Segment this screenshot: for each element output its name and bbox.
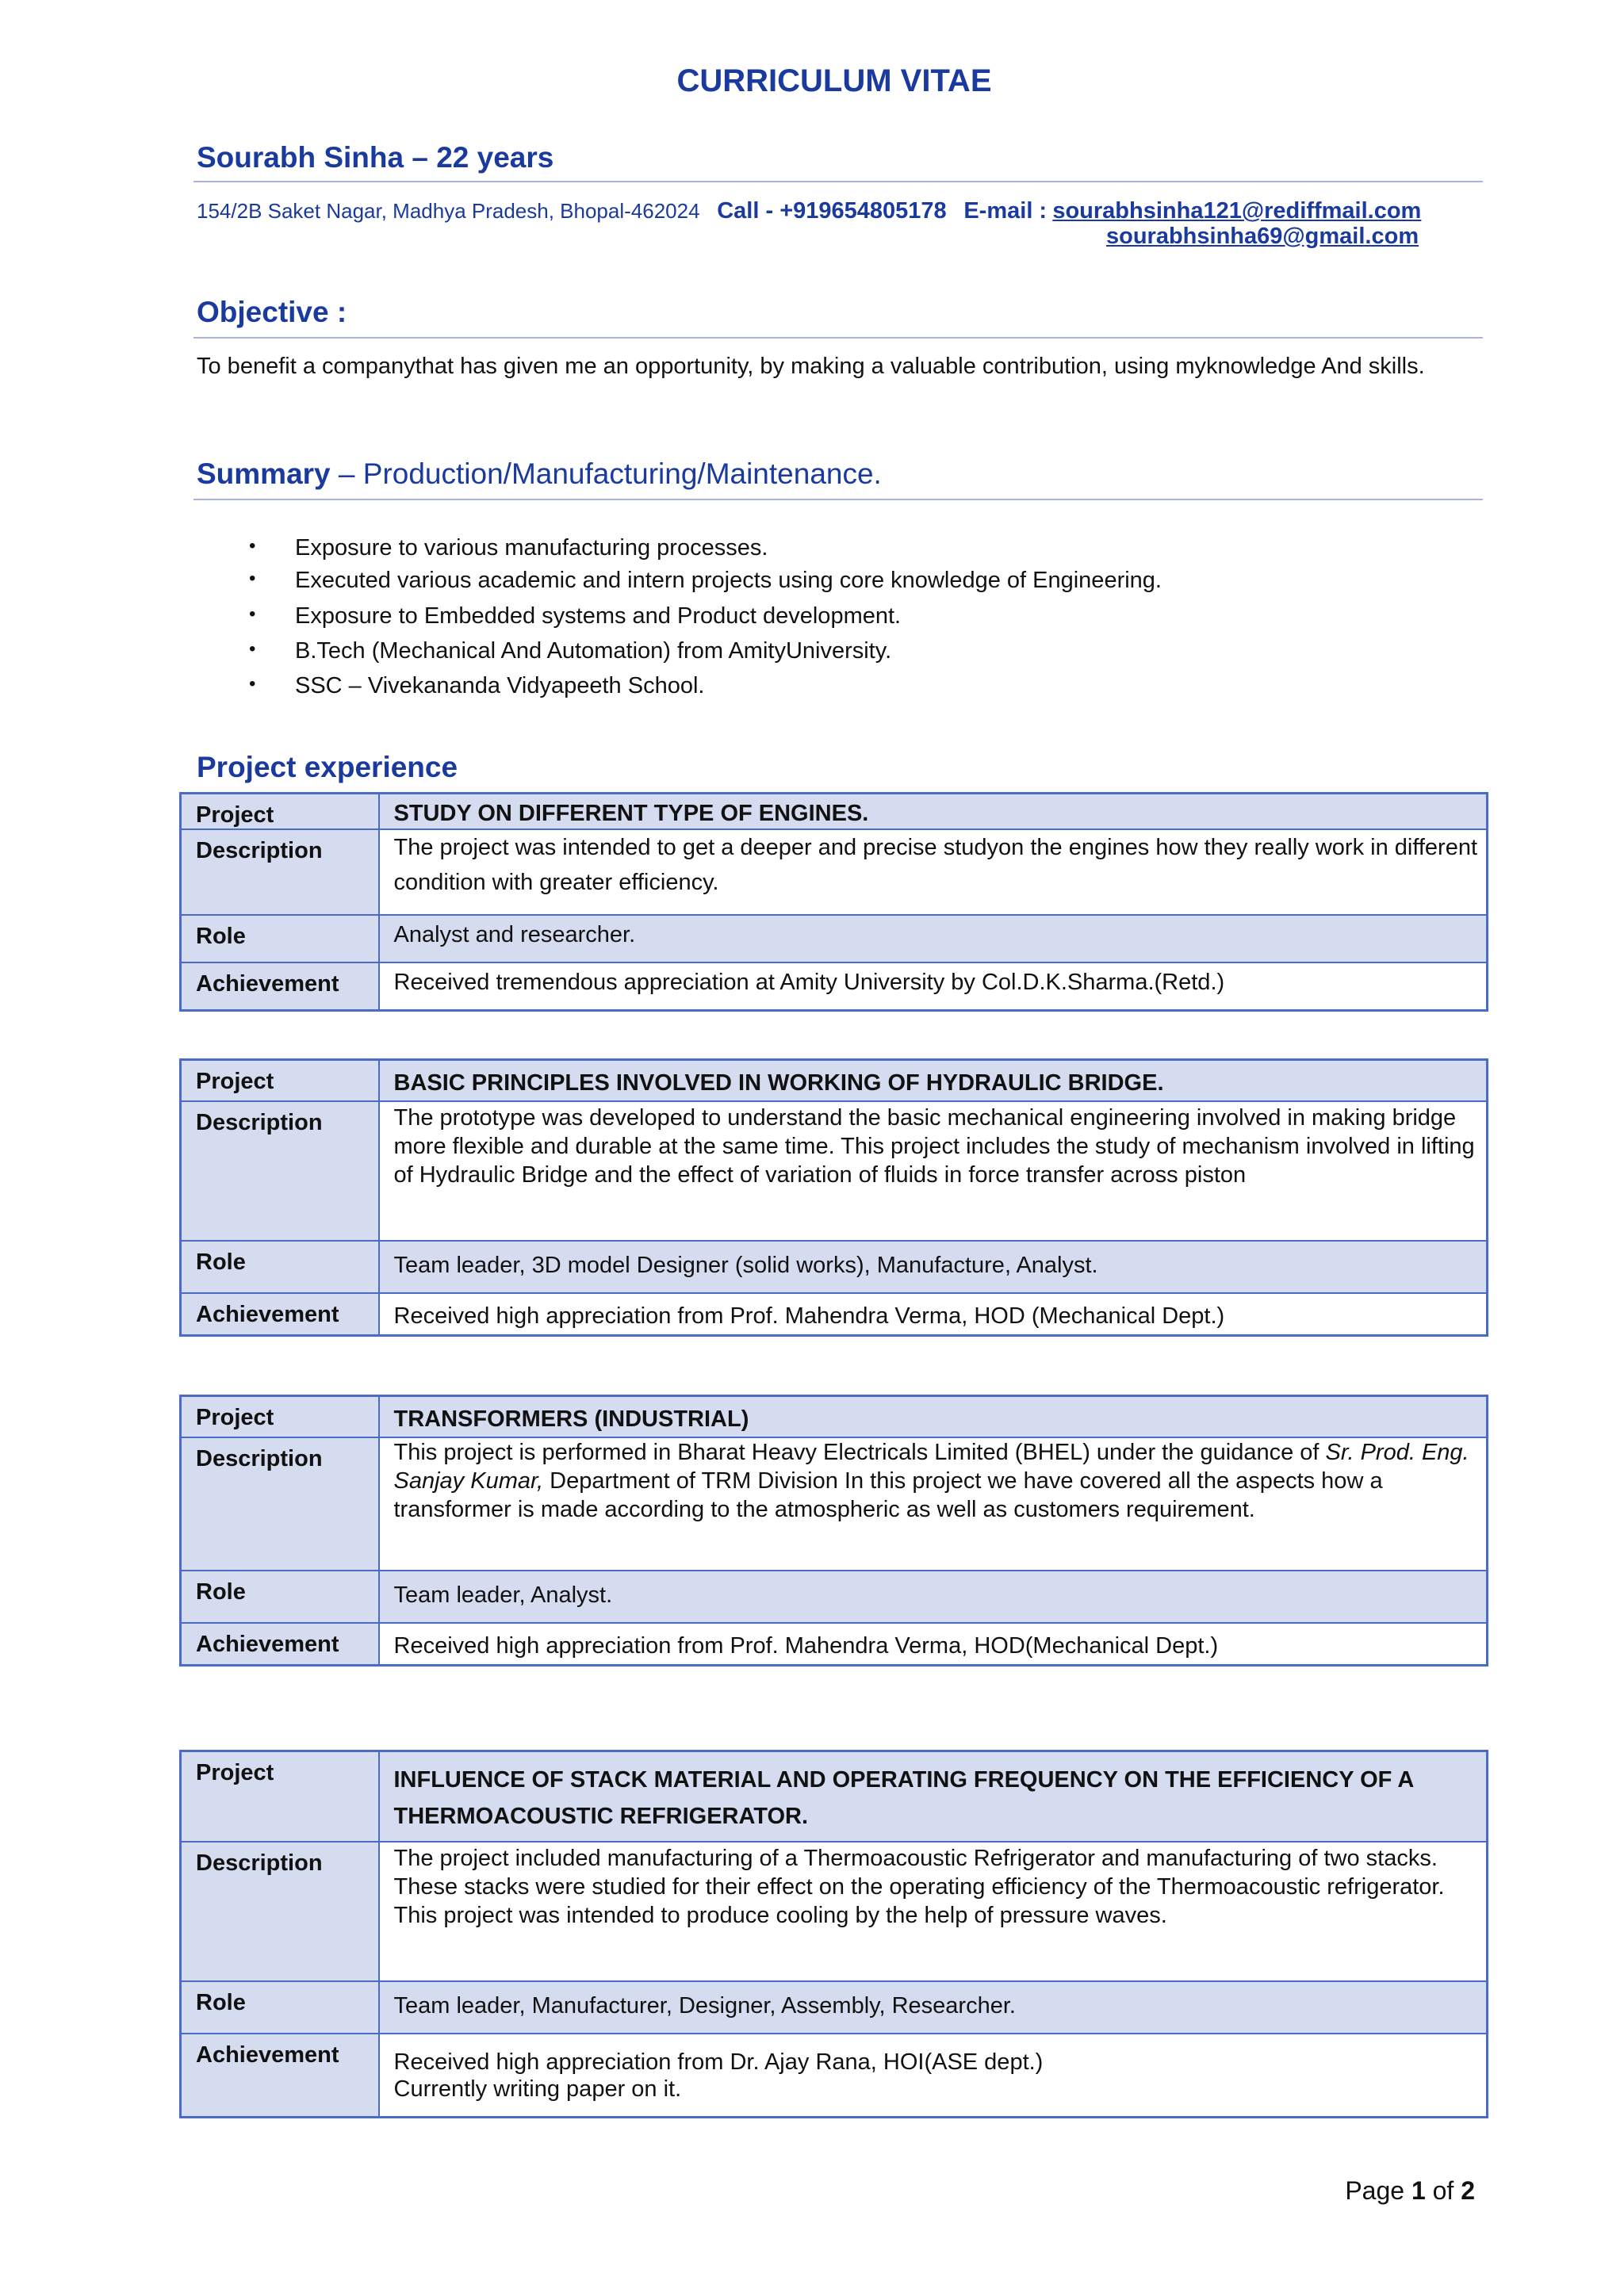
role-label: Role bbox=[181, 1981, 379, 2034]
candidate-name: Sourabh Sinha – 22 years bbox=[197, 141, 554, 174]
project-label: Project bbox=[181, 1060, 379, 1101]
summary-subheading: – Production/Manufacturing/Maintenance. bbox=[338, 457, 882, 490]
page-title: CURRICULUM VITAE bbox=[676, 63, 992, 98]
project-description: This project is performed in Bharat Heavy Electricals Limited (BHEL) under the guidance of Sr. Prod. Eng. Sanjay Kumar, Department of TRM Division In this project we have covered all the aspects how a transformer is made according to the atmospheric as well as customers requirement. bbox=[379, 1437, 1488, 1571]
project-label: Project bbox=[181, 1396, 379, 1437]
page-number: Page 1 of 2 bbox=[1345, 2176, 1475, 2205]
supervisor-name: Sr. Prod. Eng. Sanjay Kumar, bbox=[393, 1439, 1469, 1494]
project-title: TRANSFORMERS (INDUSTRIAL) bbox=[379, 1396, 1488, 1437]
table-row bbox=[181, 1293, 1488, 1336]
list-item: • B.Tech (Mechanical And Automation) from AmityUniversity. bbox=[249, 638, 892, 664]
project-title: INFLUENCE OF STACK MATERIAL AND OPERATING FREQUENCY ON THE EFFICIENCY OF A THERMOACOUSTIC REFRIGERATOR. bbox=[379, 1751, 1488, 1842]
role-label: Role bbox=[181, 1241, 379, 1293]
list-item: • Exposure to Embedded systems and Product development. bbox=[249, 603, 902, 629]
list-item: • Exposure to various manufacturing processes. bbox=[249, 535, 768, 561]
divider bbox=[193, 181, 1483, 182]
project-title: BASIC PRINCIPLES INVOLVED IN WORKING OF HYDRAULIC BRIDGE. bbox=[379, 1060, 1488, 1101]
objective-text: To benefit a companythat has given me an opportunity, by making a valuable contribution, using myknowledge And skills. bbox=[197, 354, 1425, 379]
table-row bbox=[181, 962, 1488, 1010]
email-label: E-mail : bbox=[963, 198, 1048, 224]
bullet-icon: • bbox=[249, 568, 256, 589]
project-description: The project was intended to get a deeper and precise studyon the engines how they really work in different condition with greater efficiency. bbox=[379, 829, 1488, 915]
description-label: Description bbox=[181, 1101, 379, 1241]
bullet-icon: • bbox=[249, 638, 256, 660]
role-label: Role bbox=[181, 915, 379, 962]
email-link-1[interactable]: sourabhsinha121@rediffmail.com bbox=[1052, 198, 1422, 224]
table-row bbox=[181, 1101, 1488, 1241]
summary-heading bbox=[197, 457, 882, 491]
address: 154/2B Saket Nagar, Madhya Pradesh, Bhopal-462024 bbox=[197, 199, 700, 223]
contact-line bbox=[197, 198, 1421, 224]
table-row bbox=[181, 1623, 1488, 1666]
email-link-2[interactable]: sourabhsinha69@gmail.com bbox=[1106, 224, 1419, 249]
table-row bbox=[181, 829, 1488, 915]
project-table-1 bbox=[179, 792, 1488, 1012]
project-description: The prototype was developed to understand the basic mechanical engineering involved in making bridge more flexible and durable at the same time. This project includes the study of mechanism involved in lifting of Hydraulic Bridge and the effect of variation of fluids in force transfer across piston bbox=[379, 1101, 1488, 1241]
divider bbox=[193, 499, 1483, 500]
table-row bbox=[181, 1981, 1488, 2034]
table-row bbox=[181, 794, 1488, 830]
bullet-icon: • bbox=[249, 603, 256, 625]
table-row bbox=[181, 1751, 1488, 1842]
table-row bbox=[181, 1241, 1488, 1293]
divider bbox=[193, 337, 1483, 339]
project-role: Team leader, 3D model Designer (solid works), Manufacture, Analyst. bbox=[379, 1241, 1488, 1293]
achievement-label: Achievement bbox=[181, 1623, 379, 1666]
achievement-label: Achievement bbox=[181, 962, 379, 1010]
project-achievement: Received high appreciation from Prof. Mahendra Verma, HOD(Mechanical Dept.) bbox=[379, 1623, 1488, 1666]
project-description: The project included manufacturing of a Thermoacoustic Refrigerator and manufacturing of two stacks. These stacks were studied for their effect on the operating efficiency of the Thermoacoustic refrigerator. This project was intended to produce cooling by the help of pressure waves. bbox=[379, 1842, 1488, 1981]
projects-heading: Project experience bbox=[197, 751, 458, 783]
project-achievement: Received tremendous appreciation at Amity University by Col.D.K.Sharma.(Retd.) bbox=[379, 962, 1488, 1010]
project-table-2 bbox=[179, 1058, 1488, 1337]
bullet-icon: • bbox=[249, 673, 256, 695]
project-label: Project bbox=[181, 794, 379, 830]
table-row bbox=[181, 1396, 1488, 1437]
table-row bbox=[181, 1060, 1488, 1101]
table-row bbox=[181, 1842, 1488, 1981]
description-label: Description bbox=[181, 1842, 379, 1981]
project-role: Team leader, Manufacturer, Designer, Assembly, Researcher. bbox=[379, 1981, 1488, 2034]
table-row bbox=[181, 2034, 1488, 2118]
description-label: Description bbox=[181, 1437, 379, 1571]
achievement-label: Achievement bbox=[181, 2034, 379, 2118]
achievement-label: Achievement bbox=[181, 1293, 379, 1336]
project-role: Analyst and researcher. bbox=[379, 915, 1488, 962]
list-item: • SSC – Vivekananda Vidyapeeth School. bbox=[249, 673, 705, 698]
table-row bbox=[181, 1437, 1488, 1571]
description-label: Description bbox=[181, 829, 379, 915]
project-role: Team leader, Analyst. bbox=[379, 1571, 1488, 1623]
project-achievement: Received high appreciation from Dr. Ajay Rana, HOI(ASE dept.) Currently writing paper on it. bbox=[379, 2034, 1488, 2118]
project-achievement: Received high appreciation from Prof. Mahendra Verma, HOD (Mechanical Dept.) bbox=[379, 1293, 1488, 1336]
project-label: Project bbox=[181, 1751, 379, 1842]
list-item: • Executed various academic and intern projects using core knowledge of Engineering. bbox=[249, 568, 1162, 593]
summary-heading-label: Summary bbox=[197, 457, 331, 490]
table-row bbox=[181, 1571, 1488, 1623]
project-title: STUDY ON DIFFERENT TYPE OF ENGINES. bbox=[379, 794, 1488, 830]
project-table-4 bbox=[179, 1750, 1488, 2118]
role-label: Role bbox=[181, 1571, 379, 1623]
objective-heading: Objective : bbox=[197, 296, 347, 328]
bullet-icon: • bbox=[249, 535, 256, 557]
phone: Call - +919654805178 bbox=[717, 198, 947, 224]
project-table-3 bbox=[179, 1395, 1488, 1667]
table-row bbox=[181, 915, 1488, 962]
